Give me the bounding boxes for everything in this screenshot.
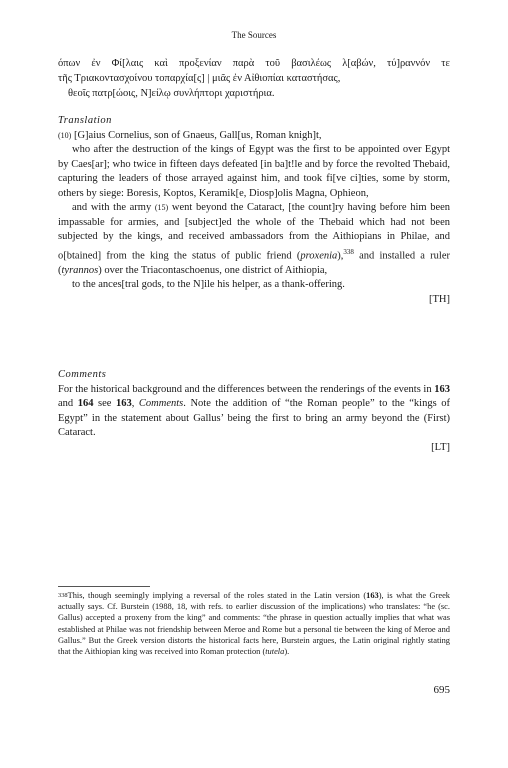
footnote-reference: 338 [343,247,354,256]
greek-line-3: θεοῖς πατρ[ώοις, Ν]είλῳ συνλήπτορι χαριστήρια. [68,88,275,99]
translation-line-1: (10) [G]aius Cornelius, son of Gnaeus, Gall[us, Roman knigh]t, [58,129,322,141]
footnote-number: 338 [58,592,68,599]
line-number-15: (15) [154,203,169,212]
comments-title: Comments [58,369,107,380]
commentator-initials: [LT] [431,441,450,453]
page-number: 695 [433,684,450,696]
translator-initials: [TH] [429,293,450,305]
translation-section [58,114,450,307]
comments-paragraph: For the historical background and the differences between the renderings of the events in 163 and 164 see 163, Comments. Note the addition of “the Roman people” to the “kings of Egypt” in the statement about Gallus’ being the first to bring an army beyond the (First) Cataract. [58,383,450,438]
translation-paragraph-3: and with the army (15) went beyond the Cataract, [the count]ry having before him been impassable for armies, and [subject]ed the whole of the Thebaid which had not been subjected by the kings, and received ambassadors from the Aithiopians in Philae, and o[btained] from the king the status of public friend (proxenia),$^{338}$ and installed a ruler (tyrannos) over the Triacontaschoenus, one district of Aithiopia, [58,202,451,276]
greek-line-1: όπων ἐν Φί[λαις καὶ προξενίαν παρὰ τοῦ βασιλέως λ[αβών, τύ]ραννόν τε [58,58,450,69]
greek-line-2: τῆς Τριακοντασχοίνου τοπαρχία[ς] | μιᾶς ἐν Αἰθιοπίαι καταστήσας, [58,73,341,84]
translation-paragraph-4: to the ances[tral gods, to the N]ile his helper, as a thank-offering. [72,279,345,290]
footnote: $^{338}$This, though seemingly implying a reversal of the roles stated in the Latin version (163), is what the Greek actually says. Cf. Burstein (1988, 18, with refs. to earlier discussion of the implications) who translates: “he (sc. Gallus) accepted a proxeny from the king” and comments: “the phrase in question actually implies that what was established at Philae was not friendship between Meroe and Rome but a personal tie between the king of Meroe and Gallus.” But the Greek version distorts the historical facts here, Burstein argues, the Latin original rightly stating that the Aithiopian king was received into Roman protection (tutela). [58,591,450,657]
greek-text [58,56,450,101]
comments-section [58,368,450,455]
line-number-10: (10) [58,130,72,140]
footnote-divider [58,586,150,587]
running-header: The Sources [231,30,277,40]
translation-paragraph-2: who after the destruction of the kings of Egypt was the first to be appointed over Egypt by Caes[ar]; who twice in fifteen days defeated [in ba]t!le and by force the revolted Thebaid, capturing the leaders of those arrayed against him, and took fi[ve ci]ties, some by storm, others by siege: Boresis, Koptos, Keramik[e, Diosp]olis Magna, Ophieon, [58,144,450,199]
translation-title: Translation [58,115,112,126]
